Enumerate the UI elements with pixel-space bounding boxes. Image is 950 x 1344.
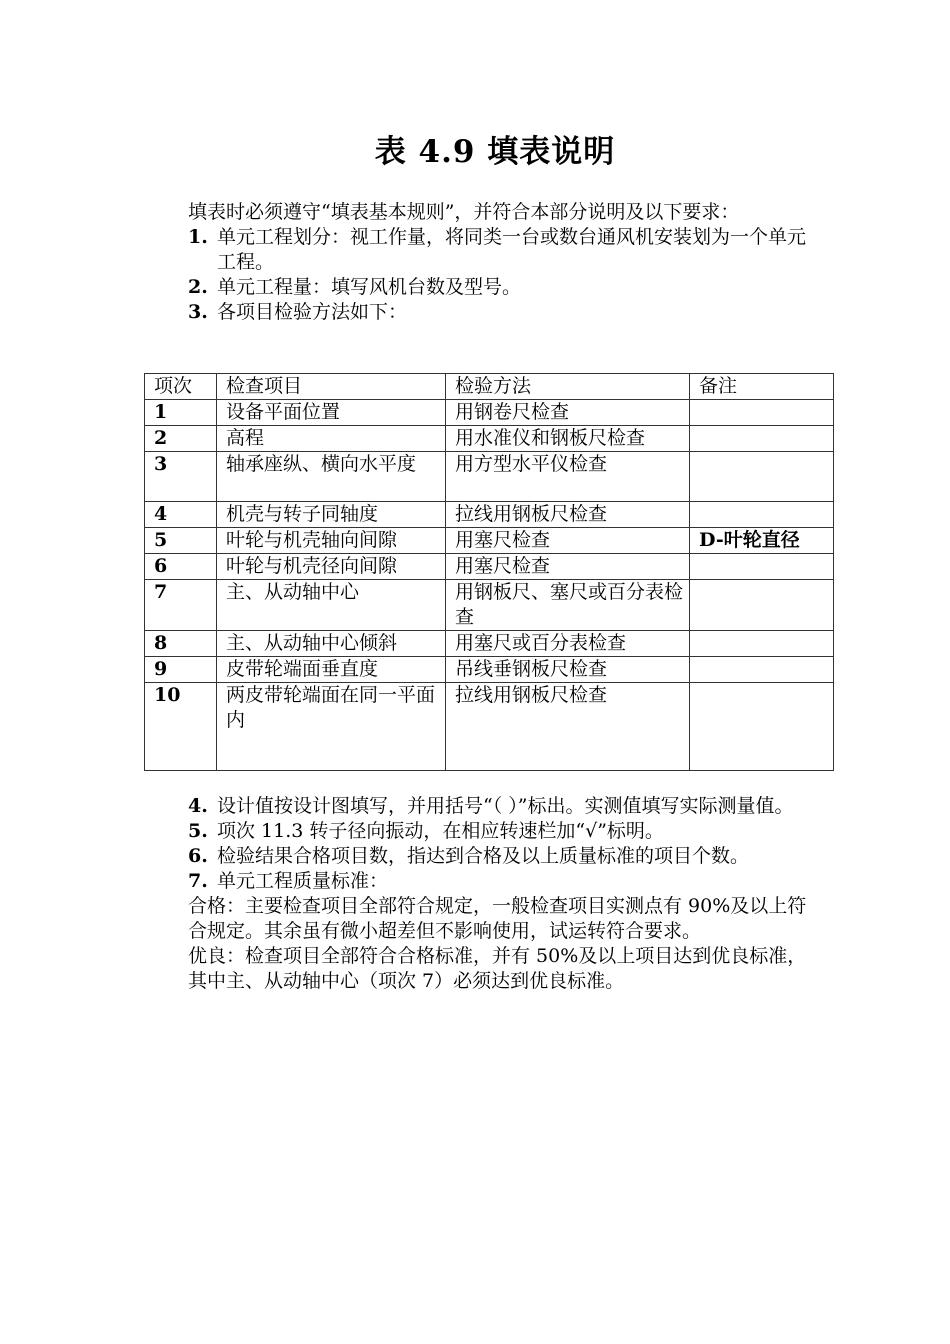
inspection-item: 叶轮与机壳径向间隙	[217, 554, 446, 580]
inspection-method: 用钢板尺、塞尺或百分表检查	[446, 580, 690, 631]
list-item	[188, 869, 813, 894]
row-number: 5	[145, 528, 217, 554]
list-text: 项次 11.3 转子径向振动，在相应转速栏加“√”标明。	[217, 820, 664, 842]
row-number: 1	[145, 400, 217, 426]
list-text: 设计值按设计图填写，并用括号“（ ）”标出。实测值填写实际测量值。	[217, 795, 794, 817]
row-number: 2	[145, 426, 217, 452]
header-cell: 备注	[690, 374, 834, 400]
table-header-row	[145, 374, 834, 400]
remark	[690, 657, 834, 683]
row-number: 7	[145, 580, 217, 631]
list-text: 单元工程量：填写风机台数及型号。	[217, 276, 522, 298]
inspection-method: 吊线垂钢板尺检查	[446, 657, 690, 683]
header-cell: 检验方法	[446, 374, 690, 400]
list-number: 6.	[188, 845, 208, 867]
inspection-methods-table	[144, 373, 834, 771]
table-row	[145, 452, 834, 502]
list-number: 4.	[188, 795, 208, 817]
inspection-item: 主、从动轴中心	[217, 580, 446, 631]
list-number: 7.	[188, 870, 208, 892]
inspection-method: 用塞尺检查	[446, 528, 690, 554]
list-item	[188, 300, 813, 325]
remark	[690, 683, 834, 771]
inspection-item: 高程	[217, 426, 446, 452]
table-row	[145, 554, 834, 580]
list-item	[188, 225, 813, 275]
remark	[690, 452, 834, 502]
list-item	[188, 275, 813, 300]
remark	[690, 580, 834, 631]
inspection-method: 拉线用钢板尺检查	[446, 502, 690, 528]
inspection-method: 用方型水平仪检查	[446, 452, 690, 502]
table-row	[145, 426, 834, 452]
list-number: 5.	[188, 820, 208, 842]
inspection-item: 两皮带轮端面在同一平面内	[217, 683, 446, 771]
excellent-standard: 优良：检查项目全部符合合格标准，并有 50%及以上项目达到优良标准，其中主、从动轴中心（项次 7）必须达到优良标准。	[188, 945, 807, 992]
inspection-item: 主、从动轴中心倾斜	[217, 631, 446, 657]
table-row	[145, 400, 834, 426]
row-number: 10	[145, 683, 217, 771]
row-number: 3	[145, 452, 217, 502]
row-number: 4	[145, 502, 217, 528]
row-number: 9	[145, 657, 217, 683]
inspection-method: 用钢卷尺检查	[446, 400, 690, 426]
list-number: 2.	[188, 276, 208, 298]
list-text: 检验结果合格项目数，指达到合格及以上质量标准的项目个数。	[217, 845, 750, 867]
list-text: 单元工程划分：视工作量，将同类一台或数台通风机安装划为一个单元工程。	[217, 226, 807, 273]
inspection-item: 轴承座纵、横向水平度	[217, 452, 446, 502]
intro-text: 填表时必须遵守“填表基本规则”，并符合本部分说明及以下要求：	[188, 201, 740, 223]
list-text: 各项目检验方法如下：	[217, 301, 408, 323]
pass-standard: 合格：主要检查项目全部符合规定，一般检查项目实测点有 90%及以上符合规定。其余虽有微小超差但不影响使用，试运转符合要求。	[188, 895, 807, 942]
inspection-item: 皮带轮端面垂直度	[217, 657, 446, 683]
remark	[690, 554, 834, 580]
inspection-method: 用塞尺或百分表检查	[446, 631, 690, 657]
inspection-method: 用塞尺检查	[446, 554, 690, 580]
table-row	[145, 580, 834, 631]
remark	[690, 400, 834, 426]
header-cell: 项次	[145, 374, 217, 400]
row-number: 6	[145, 554, 217, 580]
remark	[690, 502, 834, 528]
notes-block	[188, 794, 813, 994]
list-number: 3.	[188, 301, 208, 323]
table-row	[145, 683, 834, 771]
list-text: 单元工程质量标准：	[217, 870, 389, 892]
list-number: 1.	[188, 226, 208, 248]
header-cell: 检查项目	[217, 374, 446, 400]
inspection-method: 拉线用钢板尺检查	[446, 683, 690, 771]
inspection-item: 叶轮与机壳轴向间隙	[217, 528, 446, 554]
row-number: 8	[145, 631, 217, 657]
table-row	[145, 657, 834, 683]
list-item	[188, 844, 813, 869]
table-row	[145, 631, 834, 657]
table-row	[145, 528, 834, 554]
inspection-item: 机壳与转子同轴度	[217, 502, 446, 528]
table-row	[145, 502, 834, 528]
remark: D-叶轮直径	[690, 528, 834, 554]
page-title: 表 4.9 填表说明	[374, 134, 616, 170]
inspection-item: 设备平面位置	[217, 400, 446, 426]
remark	[690, 631, 834, 657]
list-item	[188, 794, 813, 819]
inspection-method: 用水准仪和钢板尺检查	[446, 426, 690, 452]
list-item	[188, 819, 813, 844]
intro-block	[188, 200, 813, 325]
remark	[690, 426, 834, 452]
